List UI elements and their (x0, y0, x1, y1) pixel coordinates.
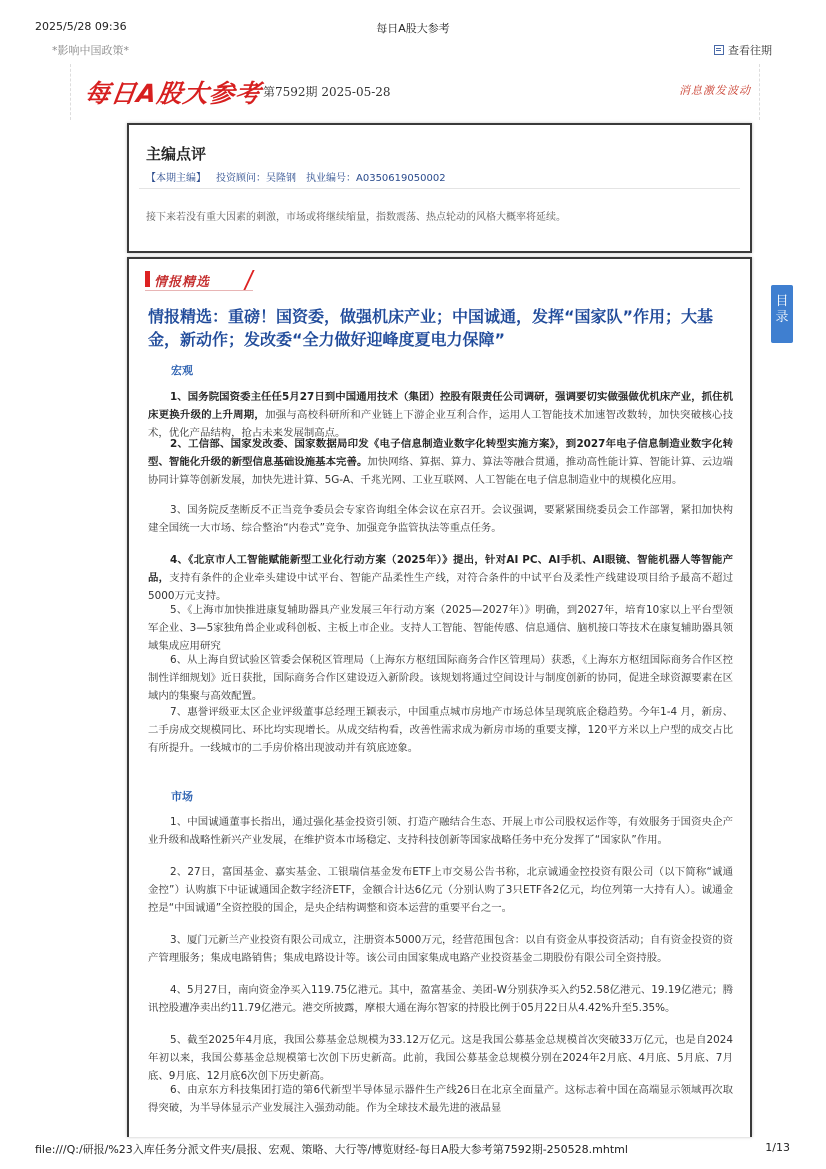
intel-card (127, 257, 752, 1137)
section-tag (145, 268, 295, 290)
print-header (0, 0, 826, 40)
news-item-text: 7、惠誉评级亚太区企业评级董事总经理王颖表示，中国重点城市房地产市场总体呈现筑底企稳趋势。今年1-4 月，新房、二手房成交规模同比、环比均实现增长。从成交结构看，改善性需求成为新房市场的重要支撑，120平方米以上户型的成交占比有所提升。一线城市的二手房价格出现波动并有筑底迹象。 (148, 706, 733, 754)
news-item-bold: 4、《北京市人工智能赋能新型工业化行动方案（2025年）》提出，针对AI PC、AI手机、AI眼镜、智能机器人等智能产品， (148, 554, 733, 584)
print-datetime: 2025/5/28 09:36 (35, 20, 127, 33)
news-item (148, 703, 733, 757)
editor-meta (146, 169, 456, 184)
editor-meta-item: 投资顾问：吴隆钢 (216, 173, 296, 184)
calendar-list-icon (714, 45, 724, 55)
news-item-text: 1、中国诚通董事长指出，通过强化基金投资引领、打造产融结合生态、开展上市公司股权运作等，有效服务于国资央企产业升级和战略性新兴产业发展，在维护资本市场稳定、支持科技创新等国家战略任务中充分发挥了“国家队”作用。 (148, 816, 733, 846)
file-path: file:///Q:/研报/%23入库任务分派文件夹/晨报、宏观、策略、大行等/博览财经-每日A股大参考第7592期-250528.mhtml (35, 1143, 628, 1156)
news-item (148, 435, 733, 489)
news-item (148, 388, 733, 442)
tag-bar-icon (145, 271, 150, 287)
topline (52, 42, 772, 60)
page-number: 1/13 (765, 1141, 790, 1154)
editor-comment-text: 接下来若没有重大因素的刺激，市场或将继续缩量，指数震荡、热点轮动的风格大概率将延续。 (146, 212, 566, 223)
news-item-bold: 1、国务院国资委主任任5月27日到中国通用技术（集团）控股有限责任公司调研，强调要切实做强做优机床产业，抓住机床更换升级的上升周期， (148, 391, 733, 421)
issue-info: 第7592期 2025-05-28 (263, 85, 391, 99)
category-macro: 宏观 (171, 364, 193, 377)
view-archive-link[interactable] (714, 42, 772, 58)
news-item (148, 981, 733, 1017)
news-item-text: 4、5月27日，南向资金净买入119.75亿港元。其中，盈富基金、美团-W分别获净买入约52.58亿港元、19.19亿港元；腾讯控股遭净卖出约11.79亿港元。港交所披露，摩根大通在海尔智家的持股比例于05月22日从4.42%升至5.35%。 (148, 984, 733, 1014)
news-item (148, 551, 733, 605)
news-item (148, 651, 733, 705)
print-doc-title: 每日A股大参考 (376, 22, 450, 35)
news-item-text: 支持有条件的企业牵头建设中试平台、智能产品柔性生产线，对符合条件的中试平台及柔性产线建设项目给予最高不超过5000万元支持。 (148, 572, 734, 602)
archive-label: 查看往期 (728, 44, 772, 57)
news-item (148, 1081, 733, 1117)
news-item (148, 501, 733, 537)
news-item-text: 6、由京东方科技集团打造的第6代新型半导体显示器件生产线26日在北京全面量产。这标志着中国在高端显示领域再次取得突破，为半导体显示产业发展注入强劲动能。作为全球技术最先进的液晶显 (148, 1084, 733, 1114)
headline: 情报精选：重磅！国资委，做强机床产业；中国诚通，发挥“国家队”作用；大基金，新动作；发改委“全力做好迎峰度夏电力保障” (148, 307, 714, 349)
news-item-text: 加强与高校科研所和产业链上下游企业互利合作，运用人工智能技术加速智改数转，加快突破核心技术，优化产品结构，抢占未来发展制高点。 (148, 409, 734, 439)
news-item (148, 813, 733, 849)
category-market: 市场 (171, 790, 193, 803)
editor-meta-item: 【本期主编】 (146, 173, 206, 184)
news-item-text: 5、《上海市加快推进康复辅助器具产业发展三年行动方案（2025—2027年）》明确，到2027年，培育10家以上平台型领军企业、3—5家独角兽企业或科创板、主板上市企业。支持人工智能、智能传感、信息通信、脑机接口等技术在康复辅助器具领域集成应用研究 (148, 604, 733, 652)
news-item (148, 931, 733, 967)
news-item (148, 863, 733, 917)
toc-button[interactable]: 目录 (771, 285, 793, 343)
news-item-text: 3、国务院反垄断反不正当竞争委员会专家咨询组全体会议在京召开。会议强调，要紧紧围绕委员会工作部署，紧扣加快构建全国统一大市场、综合整治“内卷式”竞争、加强竞争监管执法等重点任务。 (148, 504, 733, 534)
divider (139, 188, 740, 189)
news-item-text: 3、厦门元新兰产业投资有限公司成立，注册资本5000万元，经营范围包含：以自有资金从事投资活动；自有资金投资的资产管理服务；集成电路销售；集成电路设计等。该公司由国家集成电路产业投资基金二期股份有限公司全资持股。 (148, 934, 733, 964)
masthead (70, 64, 760, 120)
editor-title: 主编点评 (146, 145, 207, 163)
brand-logo: 每日A股大参考 (82, 79, 264, 108)
news-item-text: 2、27日，富国基金、嘉实基金、工银瑞信基金发布ETF上市交易公告书称，北京诚通金控投资有限公司（以下简称“诚通金控”）认购旗下中证诚通国企数字经济ETF，金额合计达6亿元（分别认购了3只ETF各2亿元，均位列第一大持有人）。诚通金控是“中国诚通”全资控股的国企，是央企结构调整和资本运营的重要平台之一。 (148, 866, 733, 914)
tag-slash-icon (243, 270, 254, 290)
news-item (148, 601, 733, 655)
tagline: *影响中国政策* (52, 44, 129, 57)
news-item-bold: 2、工信部、国家发改委、国家数据局印发《电子信息制造业数字化转型实施方案》，到2027年电子信息制造业数字化转型、智能化升级的新型信息基础设施基本完善。 (148, 438, 733, 468)
news-item (148, 1031, 733, 1085)
tag-underline (145, 290, 253, 291)
print-footer (0, 1135, 826, 1165)
news-item-text: 6、从上海自贸试验区管委会保税区管理局（上海东方枢纽国际商务合作区管理局）获悉，《上海东方枢纽国际商务合作区控制性详细规划》近日获批，国际商务合作区建设迈入新阶段。该规划将通过空间设计与制度创新的协同，促进全球资源要素在区域内的集聚与高效配置。 (148, 654, 733, 702)
news-item-text: 加快网络、算据、算力、算法等融合贯通，推动高性能计算、智能计算、云边端协同计算等创新发展，加快先进计算、5G-A、千兆光网、工业互联网、人工智能在电子信息制造业中的规模化应用。 (148, 456, 734, 486)
news-item-text: 5、截至2025年4月底，我国公募基金总规模为33.12万亿元。这是我国公募基金总规模首次突破33万亿元，也是自2024年初以来，我国公募基金总规模第七次创下历史新高。此前，我国公募基金总规模分别在2024年2月底、4月底、5月底、7月底、9月底、12月底6次创下历史新高。 (148, 1034, 733, 1082)
editor-meta-item: 执业编号：A0350619050002 (306, 173, 446, 184)
section-tag-label: 情报精选 (154, 275, 211, 290)
editor-comment-card (127, 123, 752, 253)
slogan: 消息激发波动 (679, 84, 751, 97)
